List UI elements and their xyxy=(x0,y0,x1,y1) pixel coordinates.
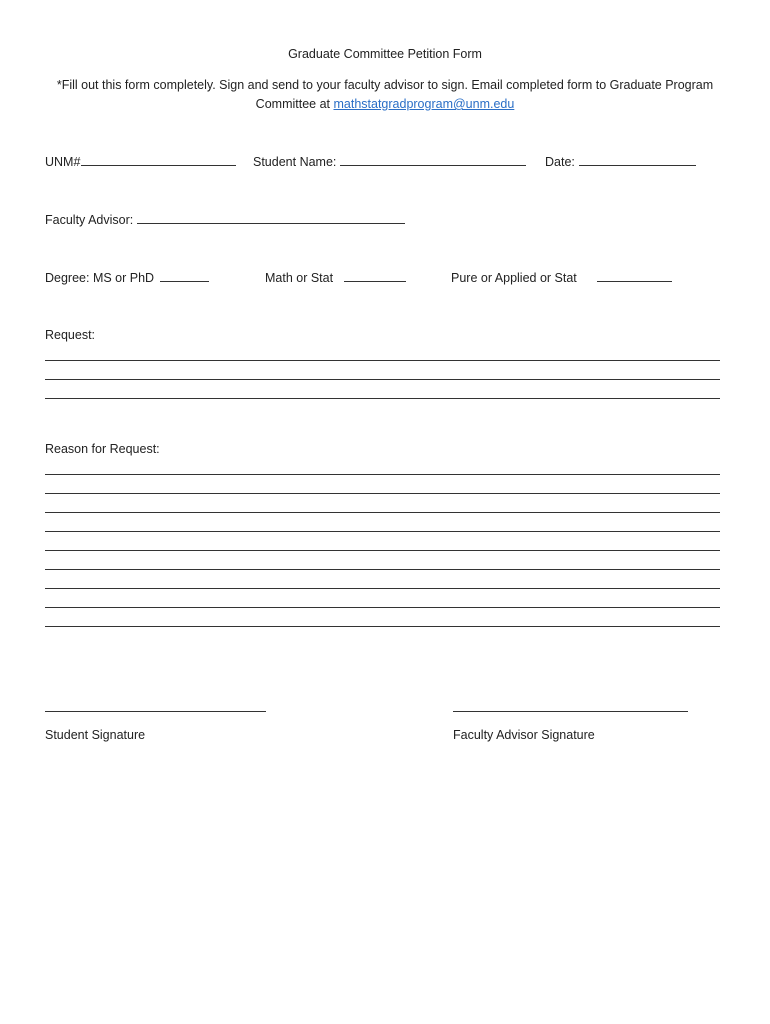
request-line[interactable] xyxy=(45,360,720,361)
pure-applied-input-line[interactable] xyxy=(597,270,672,282)
reason-label: Reason for Request: xyxy=(45,442,160,456)
faculty-advisor-label: Faculty Advisor: xyxy=(45,213,134,227)
form-title: Graduate Committee Petition Form xyxy=(288,47,482,61)
reason-line[interactable] xyxy=(45,569,720,570)
student-name-label: Student Name: xyxy=(253,155,337,169)
reason-line[interactable] xyxy=(45,588,720,589)
student-signature-label: Student Signature xyxy=(45,728,146,742)
request-line[interactable] xyxy=(45,398,720,399)
reason-line[interactable] xyxy=(45,550,720,551)
unm-field xyxy=(45,154,236,169)
student-name-field xyxy=(253,154,526,169)
faculty-advisor-input-line[interactable] xyxy=(137,212,405,224)
reason-line[interactable] xyxy=(45,474,720,475)
math-stat-field xyxy=(265,270,406,285)
date-label: Date: xyxy=(545,155,575,169)
student-name-input-line[interactable] xyxy=(340,154,526,166)
pure-applied-field xyxy=(451,270,672,285)
reason-line[interactable] xyxy=(45,493,720,494)
date-input-line[interactable] xyxy=(579,154,696,166)
faculty-advisor-field xyxy=(45,212,405,227)
request-label: Request: xyxy=(45,328,96,342)
reason-line[interactable] xyxy=(45,531,720,532)
reason-line[interactable] xyxy=(45,626,720,627)
advisor-signature-label: Faculty Advisor Signature xyxy=(453,728,595,742)
instructions-text: *Fill out this form completely. Sign and send to your faculty advisor to sign. Email completed form to Graduate Program Committee at xyxy=(56,78,714,111)
email-link[interactable]: mathstatgradprogram@unm.edu xyxy=(333,97,515,111)
unm-label: UNM# xyxy=(45,155,81,169)
request-line[interactable] xyxy=(45,379,720,380)
student-signature-line[interactable] xyxy=(45,711,266,712)
reason-line[interactable] xyxy=(45,607,720,608)
date-field xyxy=(545,154,696,169)
form-instructions xyxy=(45,76,725,114)
math-stat-label: Math or Stat xyxy=(265,271,334,285)
degree-input-line[interactable] xyxy=(160,270,209,282)
degree-label: Degree: MS or PhD xyxy=(45,271,155,285)
reason-line[interactable] xyxy=(45,512,720,513)
pure-applied-label: Pure or Applied or Stat xyxy=(451,271,577,285)
degree-field xyxy=(45,270,209,285)
unm-input-line[interactable] xyxy=(81,154,236,166)
advisor-signature-line[interactable] xyxy=(453,711,688,712)
math-stat-input-line[interactable] xyxy=(344,270,406,282)
